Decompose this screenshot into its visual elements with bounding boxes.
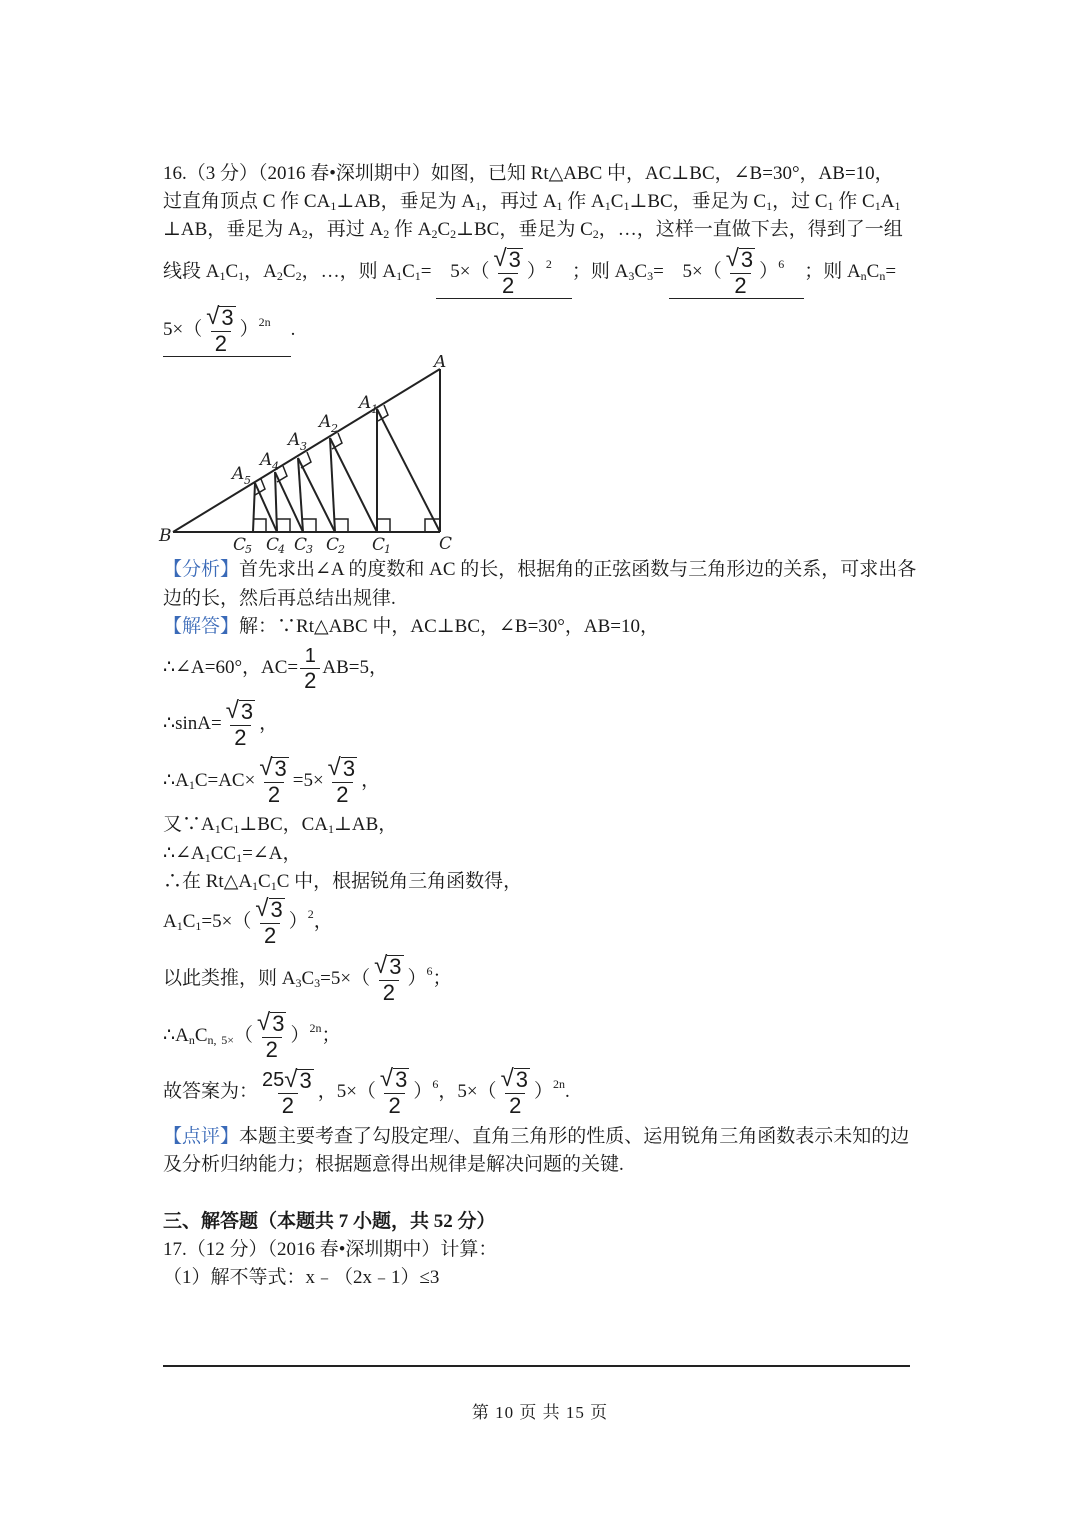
analysis-tag: 【分析】: [163, 559, 240, 580]
subscript: 2: [592, 227, 599, 241]
q16-line-2: [163, 188, 900, 216]
label-A2: A: [319, 412, 332, 432]
subscript: 1: [195, 919, 202, 933]
answer-blank-3: [163, 304, 291, 357]
coefficient: 25: [262, 1068, 285, 1091]
text: 过直角顶点 C 作 CA: [163, 191, 331, 212]
radicand: 3: [272, 1011, 285, 1037]
q16-line-1: [163, 160, 894, 188]
solution-line-11: [163, 1066, 570, 1118]
fraction-sqrt3-over-2: [253, 897, 286, 948]
q16-text: 16.（3 分）（2016 春•深圳期中）如图，已知 Rt△ABC 中，AC⊥BC，∠B=30°，AB=10，: [163, 163, 894, 184]
solution-line-4: [163, 755, 380, 807]
text: ⊥AB，垂足为 A: [163, 219, 302, 240]
text: 以此类推，则 A: [163, 968, 296, 989]
label-C: C: [439, 534, 453, 554]
text: C: [402, 261, 415, 282]
subscript: 2: [295, 269, 302, 283]
text: 作 C: [833, 191, 875, 212]
text: =: [420, 261, 432, 282]
label-A4-sub: 4: [272, 460, 279, 473]
text: ，A: [244, 261, 277, 282]
subscript: 2: [301, 227, 308, 241]
sqrt-sign: √: [257, 1009, 271, 1037]
subscript: 1: [219, 269, 226, 283]
text: ，: [313, 911, 333, 932]
label-C1-sub: 1: [384, 543, 391, 555]
denominator: 2: [264, 782, 284, 807]
label-C5-sub: 5: [245, 543, 252, 555]
label-C5: C: [233, 535, 247, 555]
text: 本题主要考查了勾股定理/、直角三角形的性质、运用锐角三角函数表示未知的边: [239, 1126, 910, 1147]
denominator: 2: [505, 1093, 525, 1118]
subscript: 3: [295, 976, 302, 990]
sqrt-sign: √: [225, 697, 239, 725]
radicand: 3: [274, 756, 287, 782]
text: ；: [321, 1025, 341, 1046]
label-C4: C: [266, 535, 280, 555]
label-A2-sub: 2: [331, 422, 338, 435]
text: ⊥BC，垂足为 C: [456, 219, 593, 240]
exponent: 2: [307, 907, 314, 921]
fraction-sqrt3-over-2: [372, 954, 405, 1005]
text: C: [194, 1025, 208, 1046]
answer-blank-2: [669, 246, 805, 299]
segment-A5C5: [253, 483, 255, 532]
right-angle-mark: [253, 519, 266, 532]
subscript: 1: [556, 199, 563, 213]
subscript: 1: [396, 269, 403, 283]
subscript: 3: [628, 269, 635, 283]
radicand: 3: [342, 756, 356, 782]
q17-line-1: 17.（12 分）（2016 春•深圳期中）计算：: [163, 1239, 498, 1260]
text: 边的长，然后再总结出规律.: [163, 588, 396, 609]
text: 5×（: [450, 261, 490, 282]
text: .: [565, 1081, 570, 1102]
radicand: 3: [240, 699, 254, 725]
text: A: [880, 191, 895, 212]
sqrt-sign: √: [259, 754, 273, 782]
exponent: 6: [778, 257, 785, 271]
right-angle-mark: [377, 519, 390, 532]
text: A: [163, 911, 177, 932]
sqrt-sign: √: [379, 1065, 394, 1093]
subscript: 1: [766, 199, 773, 213]
subscript: 1: [204, 851, 211, 865]
text: ∴∠A=60°，AC=: [163, 657, 299, 678]
solution-line-7: [163, 868, 522, 896]
label-C2-sub: 2: [338, 543, 345, 555]
fraction-sqrt3-over-2: [378, 1067, 411, 1118]
text: C: [437, 219, 451, 240]
denominator: 2: [260, 923, 280, 948]
sqrt-sign: √: [725, 245, 739, 273]
subscript: 1: [238, 269, 245, 283]
text: C: [282, 261, 296, 282]
label-C2: C: [326, 535, 340, 555]
sqrt-sign: √: [255, 895, 269, 923]
text: C 中，根据锐角三角函数得，: [276, 871, 523, 892]
text: ∴在 Rt△A: [163, 871, 253, 892]
subscript: 1: [623, 199, 630, 213]
text: C: [610, 191, 624, 212]
text: C: [301, 968, 315, 989]
text: ）: [290, 1025, 310, 1046]
subscript: 1: [328, 822, 335, 836]
fraction-sqrt3-over-2: [499, 1067, 532, 1118]
subscript: 3: [647, 269, 654, 283]
exponent: 2: [545, 257, 552, 271]
radicand: 3: [515, 1067, 528, 1093]
analysis-line-2: [163, 585, 396, 613]
text: 解：∵Rt△ABC 中，AC⊥BC，∠B=30°，AB=10，: [239, 616, 660, 637]
footer-rule: [163, 1365, 910, 1367]
fraction-sqrt3-over-2: [326, 756, 359, 807]
text: ，再过 A: [481, 191, 557, 212]
subscript: 1: [236, 851, 243, 865]
text: ⊥AB，: [334, 814, 398, 835]
label-A: A: [434, 355, 447, 372]
subscript: 5×: [221, 1033, 235, 1047]
text: 作 A: [562, 191, 605, 212]
solution-line-1: [163, 613, 659, 641]
label-A3: A: [288, 430, 301, 450]
subscript: 1: [475, 199, 482, 213]
q16-line-5: [163, 304, 295, 357]
solution-line-3: [163, 698, 278, 750]
text: ；则 A: [804, 261, 861, 282]
text: C: [866, 261, 880, 282]
fraction-sqrt3-over-2: [491, 247, 524, 298]
subscript: 1: [330, 199, 337, 213]
comment-line-2: [163, 1151, 624, 1179]
text: AB=5，: [322, 657, 389, 678]
text: 故答案为：: [163, 1081, 259, 1102]
segment-C1A2: [330, 438, 377, 532]
exponent: 2n: [553, 1077, 565, 1091]
text: 5×（: [163, 319, 203, 340]
segment-A2C2: [330, 438, 335, 532]
fraction-25sqrt3-over-2: [260, 1065, 316, 1118]
subscript: 3: [314, 976, 321, 990]
subscript: 1: [894, 199, 901, 213]
subscript: 1: [214, 822, 221, 836]
subscript: 1: [414, 269, 421, 283]
label-A5-sub: 5: [244, 474, 251, 487]
section-3-title: 三、解答题（本题共 7 小题，共 52 分）: [163, 1211, 496, 1232]
text: C: [258, 871, 271, 892]
sqrt-sign: √: [493, 245, 507, 273]
answer-blank-1: [436, 246, 572, 299]
radicand: 3: [740, 247, 754, 273]
text: ，5×（: [317, 1081, 376, 1102]
subscript: 2: [383, 227, 390, 241]
solution-line-2: [163, 642, 388, 694]
text: =∠A，: [242, 843, 302, 864]
exponent: 6: [432, 1077, 439, 1091]
denominator: 2: [730, 273, 750, 298]
subscript: n,: [207, 1033, 217, 1047]
text: =5×（: [201, 911, 252, 932]
fraction-1-over-2: [300, 644, 320, 693]
fraction-sqrt3-over-2: [255, 1011, 288, 1062]
text: 作 A: [389, 219, 432, 240]
label-A4: A: [260, 450, 273, 470]
subscript: 2: [450, 227, 457, 241]
page-number: 第 10 页 共 15 页: [471, 1403, 609, 1422]
text: C: [634, 261, 648, 282]
fraction-sqrt3-over-2: [257, 756, 290, 807]
text: C: [225, 261, 239, 282]
segment-CA1: [377, 409, 440, 532]
subscript: 1: [827, 199, 834, 213]
label-A1-sub: 1: [371, 403, 378, 416]
subscript: 1: [874, 199, 881, 213]
text: 线段 A: [163, 261, 220, 282]
text: C=AC×: [194, 770, 256, 791]
right-angle-mark: [303, 519, 316, 532]
text: =: [885, 261, 897, 282]
label-C1: C: [372, 535, 386, 555]
subscript: 1: [188, 778, 195, 792]
solution-line-10: [163, 1010, 341, 1062]
denominator: 2: [262, 1037, 282, 1062]
denominator: 2: [384, 1093, 404, 1118]
denominator: 2: [379, 980, 399, 1005]
subscript: n: [188, 1033, 195, 1047]
subscript: n: [879, 269, 886, 283]
denominator: 2: [230, 725, 250, 750]
comment-line-1: [163, 1123, 909, 1151]
subscript: 1: [252, 879, 259, 893]
text: C: [182, 911, 196, 932]
label-A5: A: [232, 464, 245, 484]
text: ，…，则 A: [301, 261, 397, 282]
sqrt-sign: √: [374, 952, 388, 980]
text: ，过 C: [772, 191, 828, 212]
text: =5×: [292, 770, 324, 791]
text: ，: [259, 713, 279, 734]
label-A1: A: [359, 393, 372, 413]
numerator: 1: [304, 645, 316, 668]
radicand: 3: [299, 1067, 312, 1093]
text: ∴A: [163, 770, 189, 791]
text: ）: [759, 261, 779, 282]
exponent: 2n: [258, 315, 271, 329]
text: ∴sinA=: [163, 713, 222, 734]
comment-tag: 【点评】: [163, 1126, 240, 1147]
sqrt-sign: √: [284, 1065, 298, 1093]
label-C4-sub: 4: [278, 543, 285, 555]
fraction-sqrt3-over-2: [724, 247, 757, 298]
text: ⊥BC，CA: [239, 814, 329, 835]
right-angle-mark: [277, 519, 290, 532]
text: ）: [288, 911, 308, 932]
text: ）: [413, 1081, 433, 1102]
solution-line-5: [163, 811, 397, 839]
text: CC: [210, 843, 237, 864]
text: ⊥AB，垂足为 A: [336, 191, 476, 212]
sqrt-sign: √: [327, 754, 341, 782]
solution-tag: 【解答】: [163, 616, 240, 637]
radicand: 3: [221, 305, 234, 331]
label-B: B: [159, 526, 172, 546]
text: ⊥BC，垂足为 C: [629, 191, 767, 212]
text: ；: [432, 968, 452, 989]
denominator: 2: [498, 273, 518, 298]
subscript: 1: [176, 919, 183, 933]
radicand: 3: [395, 1067, 408, 1093]
radicand: 3: [508, 247, 521, 273]
solution-line-6: [163, 840, 301, 868]
text: 及分析归纳能力；根据题意得出规律是解决问题的关键.: [163, 1154, 624, 1175]
subscript: 1: [604, 199, 611, 213]
text: ）: [526, 261, 546, 282]
text: ，: [361, 770, 381, 791]
geometry-figure: [155, 355, 465, 555]
label-C3: C: [294, 535, 308, 555]
text: ）: [533, 1081, 553, 1102]
text: ；则 A: [571, 261, 629, 282]
text: =: [653, 261, 664, 282]
text: C: [220, 814, 234, 835]
text: （: [234, 1025, 254, 1046]
right-angle-mark: [335, 519, 348, 532]
text: 5×（: [682, 261, 722, 282]
text: ）: [407, 968, 427, 989]
subscript: 1: [270, 879, 277, 893]
denominator: 2: [211, 331, 231, 356]
subscript: 2: [431, 227, 438, 241]
fraction-sqrt3-over-2: [224, 699, 257, 750]
text: ）: [239, 319, 259, 340]
exponent: 6: [426, 964, 433, 978]
q16-line-3: [163, 216, 903, 244]
denominator: 2: [332, 782, 352, 807]
fraction-sqrt3-over-2: [204, 305, 237, 356]
solution-line-8: [163, 896, 333, 948]
text: ∴∠A: [163, 843, 205, 864]
denominator: 2: [300, 668, 320, 693]
sqrt-sign: √: [500, 1065, 514, 1093]
radicand: 3: [270, 897, 283, 923]
text: ，…，这样一直做下去，得到了一组: [598, 219, 903, 240]
denominator: 2: [278, 1093, 298, 1118]
radicand: 3: [389, 954, 402, 980]
q16-line-4: [163, 246, 896, 299]
segment-A4C4: [275, 472, 277, 532]
exponent: 2n: [309, 1021, 322, 1035]
text: =5×（: [320, 968, 371, 989]
text: ，5×（: [438, 1081, 497, 1102]
analysis-line-1: [163, 556, 916, 584]
subscript: 2: [276, 269, 283, 283]
text: 又∵A: [163, 814, 215, 835]
label-A3-sub: 3: [300, 440, 307, 453]
right-angle-marks: [253, 405, 440, 532]
solution-line-9: [163, 953, 452, 1005]
sqrt-sign: √: [206, 303, 220, 331]
text: 首先求出∠A 的度数和 AC 的长，根据角的正弦函数与三角形边的关系，可求出各: [239, 559, 917, 580]
text: ∴A: [163, 1025, 189, 1046]
text: .: [290, 319, 296, 340]
subscript: 1: [233, 822, 240, 836]
label-C3-sub: 3: [306, 543, 313, 555]
q17-line-2: （1）解不等式：x﹣（2x﹣1）≤3: [163, 1267, 440, 1288]
subscript: n: [860, 269, 867, 283]
text: ，再过 A: [307, 219, 384, 240]
